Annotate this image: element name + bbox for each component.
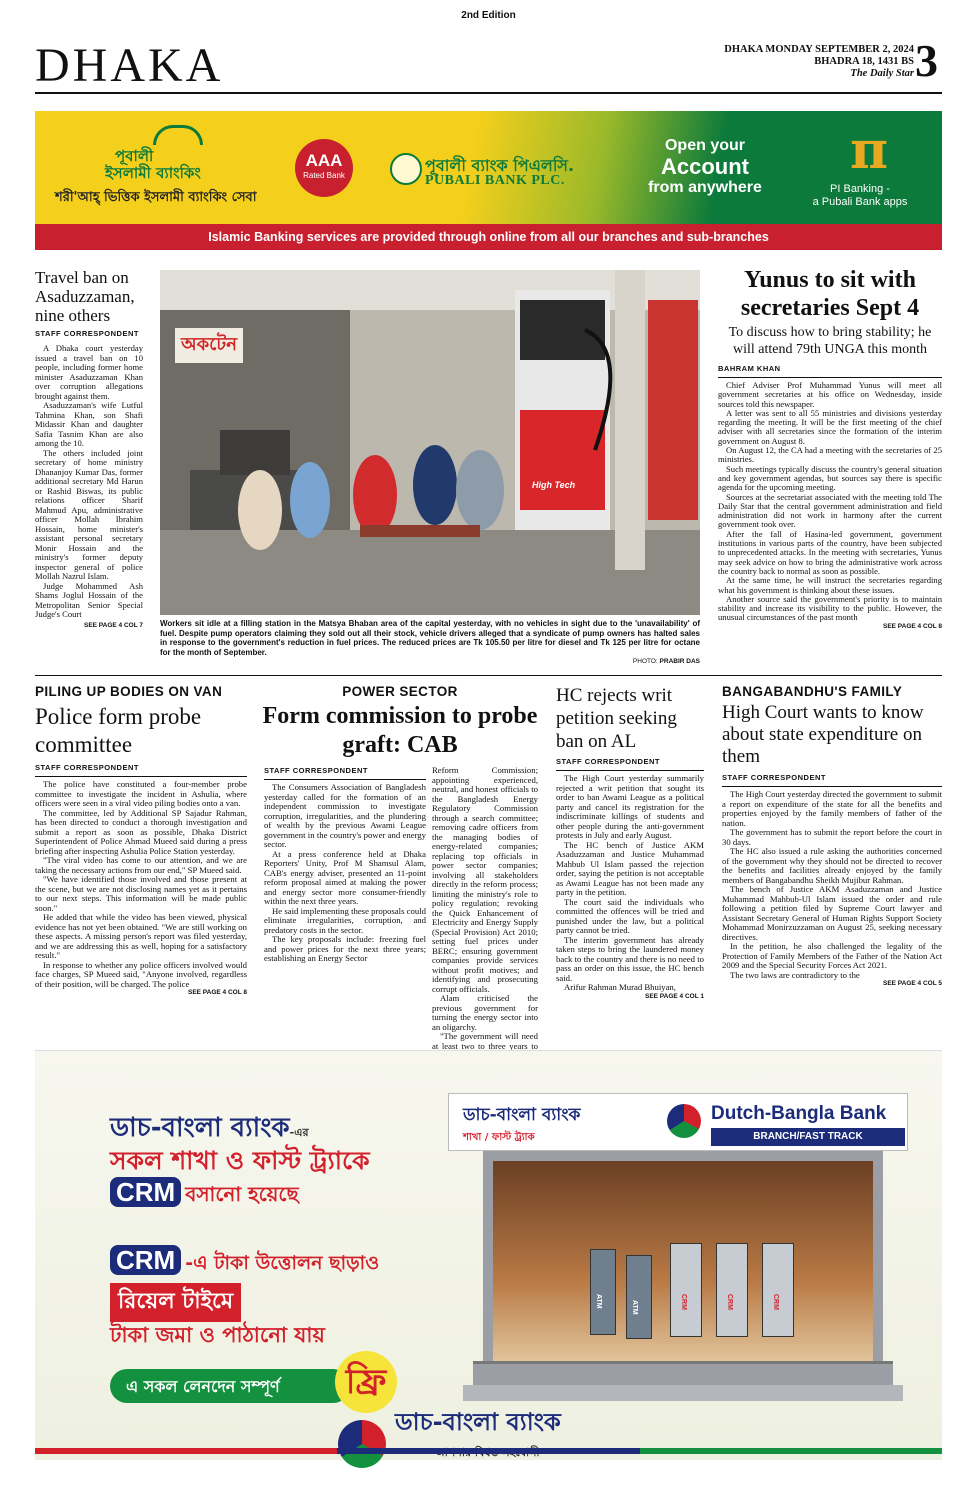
paragraph: The bench of Justice AKM Asaduzzaman and Justice Muhammad Mahbub-Ul Islam issued the order and rule following a petition filed by Supreme Court lawyer and Assistant Secretary General of Human Rights Support Society Mohammad Monirzuzzaman on August 25, seeking necessary directives. <box>722 884 942 942</box>
caption-text: Workers sit idle at a filling station in the Matsya Bhaban area of the capital yesterday, with no vehicles in sight due to the 'unavailability' of fuel. Despite pump operators claiming they sold out all their stock, vehicle drivers alleged that a syndicate of pump owners has halted sales in response to the government's reduction in fuel prices. The reduced prices are Tk 105.50 per litre for diesel and Tk 125 per litre for octane for the month of September. <box>160 619 700 657</box>
branch-steps-2 <box>463 1385 903 1401</box>
yunus-subhead: To discuss how to bring stability; he will attend 79th UNGA this month <box>728 325 932 357</box>
rule <box>718 377 942 378</box>
hc-writ-headline[interactable]: HC rejects writ petition seeking ban on AL <box>556 685 677 752</box>
crm-machine[interactable] <box>762 1243 794 1337</box>
paragraph: He added that while the video has been viewed, physical evidence has not yet been obtained. "We are still working on these aspects. A missing person's report was filed yesterday, and we are addressing this as well, hoping for a satisfactory result." <box>35 912 247 960</box>
pi-banking-label <box>785 183 935 209</box>
paragraph: The key proposals include: freezing fuel and power prices for the next three years; establishing an Energy Sector <box>264 934 426 963</box>
paragraph: In the petition, he also challenged the legality of the Protection of Family Members of the Father of the Nation Act 2009 and the Special Security Forces Act 2021. <box>722 941 942 970</box>
paragraph: At a press conference held at Dhaka Reporters' Unity, Prof M Shamsul Alam, CAB's energy adviser, presented an 11-point reform proposal aimed at making the power and energy sector more consumer-friendly within the next three years. <box>264 848 426 906</box>
aaa-badge <box>295 139 353 197</box>
cab-body-1 <box>264 783 426 964</box>
crm-machine[interactable] <box>670 1243 702 1337</box>
rated-bank-text: Rated Bank <box>303 171 345 180</box>
bar-navy <box>337 1448 639 1454</box>
paragraph: The High Court yesterday summarily rejected a writ petition that sought its order to ban Awami League as a political party and cancel its registration for the indiscriminate killings of students and other people during the anti-government protests in July and early August. <box>556 773 704 840</box>
sign-bank-en: Dutch-Bangla Bank <box>711 1103 887 1124</box>
pi-icon: π <box>850 120 889 181</box>
dbbl-line1-bank: ডাচ-বাংলা ব্যাংক <box>110 1113 290 1143</box>
crm-machine[interactable] <box>716 1243 748 1337</box>
travel-ban-body <box>35 344 143 620</box>
paragraph: Sources at the secretariat associated with the meeting told The Daily Star that the central government administration and field administration did not work in harmony after the current government took over. <box>718 491 942 530</box>
rule <box>35 776 247 777</box>
pubali-ad-footer <box>35 224 942 250</box>
sign-bank-bn: ডাচ-বাংলা ব্যাংক <box>463 1105 581 1125</box>
paragraph: Chief Adviser Prof Muhammad Yunus will meet all government secretaries at his office on Wednesday, inside sources told this newspaper. <box>718 380 942 409</box>
police-body <box>35 780 247 989</box>
police-kicker: PILING UP BODIES ON VAN <box>35 684 223 699</box>
section-rule <box>35 675 942 676</box>
paragraph: The government has to submit the report before the court in 30 days. <box>722 827 942 847</box>
crm-badge-2: CRM <box>110 1245 181 1275</box>
dbbl-logo-icon <box>667 1104 701 1138</box>
dbbl-line7 <box>110 1369 350 1403</box>
photo-caption <box>160 619 700 665</box>
paragraph: Asaduzzaman's wife Lutful Tahmina Khan, son Shafi Midassir Khan and daughter Safia Tasnim Khan are also among the 10. <box>35 400 143 448</box>
machine-label: ATM <box>631 1300 638 1315</box>
cab-kicker: POWER SECTOR <box>342 684 458 699</box>
cab-body-2 <box>432 766 538 1070</box>
dbbl-line5: রিয়েল টাইমে <box>110 1283 241 1322</box>
paragraph: At the same time, he will instruct the secretaries regarding what his government is thinking about these issues. <box>718 575 942 595</box>
police-headline[interactable]: Police form probe committee <box>35 704 202 757</box>
paragraph: He said implementing these proposals could eliminate irregularities, corruption, and predatory costs in the sector. <box>264 905 426 935</box>
photo-illustration <box>160 270 700 615</box>
cta-line1: Open your <box>664 137 745 154</box>
paragraph: The police have constituted a four-member probe committee to investigate the incident in Ashulia, where officers were seen in a viral video piling bodies onto a van. <box>35 779 247 808</box>
crm-badge: CRM <box>110 1177 181 1207</box>
paragraph: "The government will need at least two to three years to <box>432 1031 538 1051</box>
pubali-logo-line1: পূবালী <box>115 147 154 165</box>
bar-green <box>640 1448 942 1454</box>
bangabandhu-headline[interactable]: High Court wants to know about state expenditure on them <box>722 702 924 767</box>
dbbl-line3 <box>110 1177 299 1213</box>
atm-machine[interactable] <box>626 1255 652 1339</box>
pubali-logo-line2: ইসলামী ব্যাংকিং <box>105 164 201 182</box>
paragraph: On August 12, the CA had a meeting with the secretaries of 25 ministries. <box>718 445 942 465</box>
article-cab <box>262 684 538 760</box>
page-number: 3 <box>915 35 938 86</box>
machine-label: CRM <box>726 1294 733 1310</box>
paragraph: The High Court yesterday directed the government to submit a report on expenditure of the state for all the benefits and properties enjoyed by the family members of father of the nation. <box>722 789 942 828</box>
dbbl-footer-text <box>395 1404 695 1463</box>
paragraph: After the fall of Hasina-led government, government institutions in various parts of the country, have been subjected to unprecedented attacks. In the meeting with secretaries, Yunus may seek advice on how to bring the administrative work across the country back to normal as soon as possible. <box>718 528 942 576</box>
paragraph: Alam criticised the previous government for turning the energy sector into an oligarchy. <box>432 993 538 1032</box>
hc-writ-jump[interactable]: SEE PAGE 4 COL 1 <box>644 992 704 1000</box>
article-yunus <box>718 266 942 630</box>
yunus-headline[interactable]: Yunus to sit with secretaries Sept 4 <box>740 267 920 321</box>
dbbl-line2: সকল শাখা ও ফাস্ট ট্র্যাকে <box>110 1146 370 1175</box>
octane-sign: অকটেন <box>175 328 243 363</box>
travel-ban-headline[interactable]: Travel ban on Asaduzzaman, nine others <box>35 268 135 325</box>
dbbl-color-bar <box>35 1448 942 1454</box>
atm-row <box>590 1237 820 1347</box>
rule <box>264 779 426 780</box>
dbbl-footer <box>35 1460 942 1496</box>
sign-sub-bn: শাখা / ফাস্ট ট্র্যাক <box>463 1132 535 1143</box>
cab-col1 <box>264 766 426 964</box>
dbbl-line7-text: এ সকল লেনদেন সম্পূর্ণ <box>126 1377 280 1396</box>
hc-writ-body <box>556 774 704 993</box>
dbbl-line6: টাকা জমা ও পাঠানো যায় <box>110 1323 325 1347</box>
travel-ban-byline: STAFF CORRESPONDENT <box>35 329 139 338</box>
bangabandhu-jump[interactable]: SEE PAGE 4 COL 5 <box>882 980 942 987</box>
paragraph: The others included joint secretary of home ministry Dhananjoy Kumar Das, former additional secretary Md Harun or Rashid Biswas, its public relations officer Sharif Mahmud Apu, administrative officer Mollah Ibrahim Hossain, home minister's assistant personal secretary Monir Hossain and the ministry's former deputy inspector general of police Mollah Nazrul Islam. <box>35 447 143 581</box>
dbbl-line3-text: বসানো হয়েছে <box>185 1182 299 1206</box>
cab-col2 <box>432 766 538 1077</box>
photo-credit <box>160 658 700 665</box>
cab-headline[interactable]: Form commission to probe graft: CAB <box>262 703 538 758</box>
rule <box>556 770 704 771</box>
paragraph: Another source said the government's priority is to maintain stability and increase its visibility to the public. However, the unusual circumstances of the past month <box>718 593 942 623</box>
paragraph: "The viral video has come to our attention, and we are taking the necessary actions from our end," SP Mueed said. <box>35 855 247 875</box>
dbbl-line1-suffix: -এর <box>289 1126 309 1139</box>
dbbl-line4-text: -এ টাকা উত্তোলন ছাড়াও <box>185 1252 380 1274</box>
pubali-bank-en: PUBALI BANK PLC. <box>425 173 565 188</box>
paragraph: In response to whether any police officers involved would face charges, SP Mueed said, "Anyone involved, regardless of their position, will be charged. The police <box>35 959 247 989</box>
yunus-body <box>718 381 942 623</box>
cab-byline: STAFF CORRESPONDENT <box>264 766 368 775</box>
sign-sub-en: BRANCH/FAST TRACK <box>711 1128 905 1146</box>
branch-steps <box>473 1361 893 1385</box>
masthead-rule <box>35 92 942 94</box>
paragraph: The two laws are contradictory to the <box>730 969 860 980</box>
bangabandhu-byline: STAFF CORRESPONDENT <box>722 773 826 782</box>
edition-label: 2nd Edition <box>461 10 516 21</box>
travel-ban-jump[interactable]: SEE PAGE 4 COL 7 <box>83 621 143 629</box>
branch-sign <box>448 1093 908 1151</box>
pubali-tagline: শরী'আহ্ ভিত্তিক ইসলামী ব্যাংকিং সেবা <box>55 190 257 205</box>
pubali-seal-icon <box>390 153 422 185</box>
bar-red <box>35 1448 337 1454</box>
article-bangabandhu <box>722 684 942 987</box>
pubali-bank-bn: পূবালী ব্যাংক পিএলসি. <box>425 156 575 175</box>
dateline <box>700 44 914 80</box>
machine-label: ATM <box>595 1294 602 1309</box>
bangla-date: BHADRA 18, 1431 BS <box>814 56 914 67</box>
police-jump[interactable]: SEE PAGE 4 COL 8 <box>187 989 247 996</box>
paragraph: "We have identified those involved and those present at the scene, but we are not disclosing names yet as it pertains to our next steps. This information will be made public soon." <box>35 874 247 913</box>
bangabandhu-kicker: BANGABANDHU'S FAMILY <box>722 684 903 699</box>
dbbl-ad[interactable] <box>35 1050 942 1460</box>
article-travel-ban <box>35 268 143 629</box>
paragraph: The HC also issued a rule asking the authorities concerned of the government why they should not be directed to recover the benefits and facilities already enjoyed by the family members of Bangabandhu Sheikh Mujibur Rahman. <box>722 846 942 885</box>
pi-line2: a Pubali Bank apps <box>812 196 908 208</box>
pump-brand: High Tech <box>532 480 576 490</box>
cta-line2: Account <box>661 154 749 179</box>
paragraph: A letter was sent to all 55 ministries and divisions yesterday regarding the meeting. It will be the first meeting of the chief adviser with all secretaries since the formation of the interim government on August 8. <box>718 407 942 446</box>
police-byline: STAFF CORRESPONDENT <box>35 763 139 772</box>
paragraph: The committee, led by Additional SP Sajadur Rahman, has been directed to conduct a thorough investigation and submit a report as soon as possible, Dhaka District Superintendent of Police Ahmad Mueed said during a press briefing after inspecting Ashulia Police Station yesterday. <box>35 807 247 856</box>
bangabandhu-body <box>722 790 942 980</box>
footer-bank: ডাচ-বাংলা ব্যাংক <box>395 1408 561 1436</box>
paragraph: Judge Mohammed Ash Shams Joglul Hossain of the Metropolitan Senior Special Judge's Court <box>35 580 143 619</box>
credit-label: PHOTO: <box>632 658 658 665</box>
rule <box>722 786 942 787</box>
atm-machine[interactable] <box>590 1249 616 1335</box>
credit-name: PRABIR DAS <box>659 658 700 665</box>
machine-label: CRM <box>772 1294 779 1310</box>
fuel-station-photo <box>160 270 700 615</box>
pi-line1: PI Banking - <box>830 183 890 195</box>
paragraph: The interim government has already taken steps to bring the laundered money back to the country and there is no need to pass an order on this issue, the HC bench said. <box>556 934 704 983</box>
free-badge: ফ্রি <box>335 1351 397 1413</box>
paragraph: Arifur Rahman Murad Bhuiyan, <box>564 982 676 992</box>
paper-name: The Daily Star <box>850 68 914 79</box>
paragraph: The court said the individuals who committed the offences will be tried and punished under the law, but a political party cannot be tried. <box>556 896 704 935</box>
cta-line3: from anywhere <box>648 179 762 196</box>
yunus-byline: BAHRAM KHAN <box>718 364 781 373</box>
aaa-text: AAA <box>305 151 343 170</box>
paragraph: The HC bench of Justice AKM Asaduzzaman and Justice Muhammad Mahbub Ul Islam passed the rejection order, saying the petition is not acceptable as Awami League has not been made any party in the petition. <box>556 839 704 897</box>
hc-writ-byline: STAFF CORRESPONDENT <box>556 757 660 766</box>
article-hc-writ <box>556 684 704 1000</box>
pubali-footer-text: Islamic Banking services are provided through online from all our branches and sub-branches <box>208 230 769 244</box>
pubali-bank-ad[interactable] <box>35 111 942 251</box>
open-account-cta <box>635 137 775 197</box>
dbbl-line4 <box>110 1245 379 1281</box>
section-title: DHAKA <box>35 39 224 92</box>
machine-label: CRM <box>680 1294 687 1310</box>
article-police <box>35 684 247 996</box>
date: DHAKA MONDAY SEPTEMBER 2, 2024 <box>724 44 914 55</box>
paragraph: The Consumers Association of Bangladesh yesterday called for the formation of an independent commission to investigate corruption, irregularities, and the plundering of wealth by the previous Awami League government in the country's power and energy sector. <box>264 782 426 849</box>
paragraph: A Dhaka court yesterday issued a travel ban on 10 people, including former home minister Asaduzzaman Khan over corruption allegations brought against them. <box>35 343 143 401</box>
paragraph: Such meetings typically discuss the country's general situation and key government agendas, but sources say there is specific agenda for the upcoming meeting. <box>718 463 942 493</box>
paragraph: Reform Commission; appointing experienced, neutral, and honest officials to the Bangladesh Energy Regulatory Commission through a search committee; removing cadre officers from the managing bodies of energy-related companies; replacing top officials in power sector companies; involving all stakeholders directly in the reform process; limiting the ministry's role to policy regulation; revoking the Quick Enhancement of Electricity and Energy Supply (Special Provision) Act 2010; setting fuel prices under BERC; ensuring government companies provide services without profit motives; and identifying and prosecuting corrupt officials. <box>432 765 538 994</box>
dbbl-footer-logo-icon <box>338 1420 386 1468</box>
yunus-jump[interactable]: SEE PAGE 4 COL 8 <box>882 622 942 630</box>
